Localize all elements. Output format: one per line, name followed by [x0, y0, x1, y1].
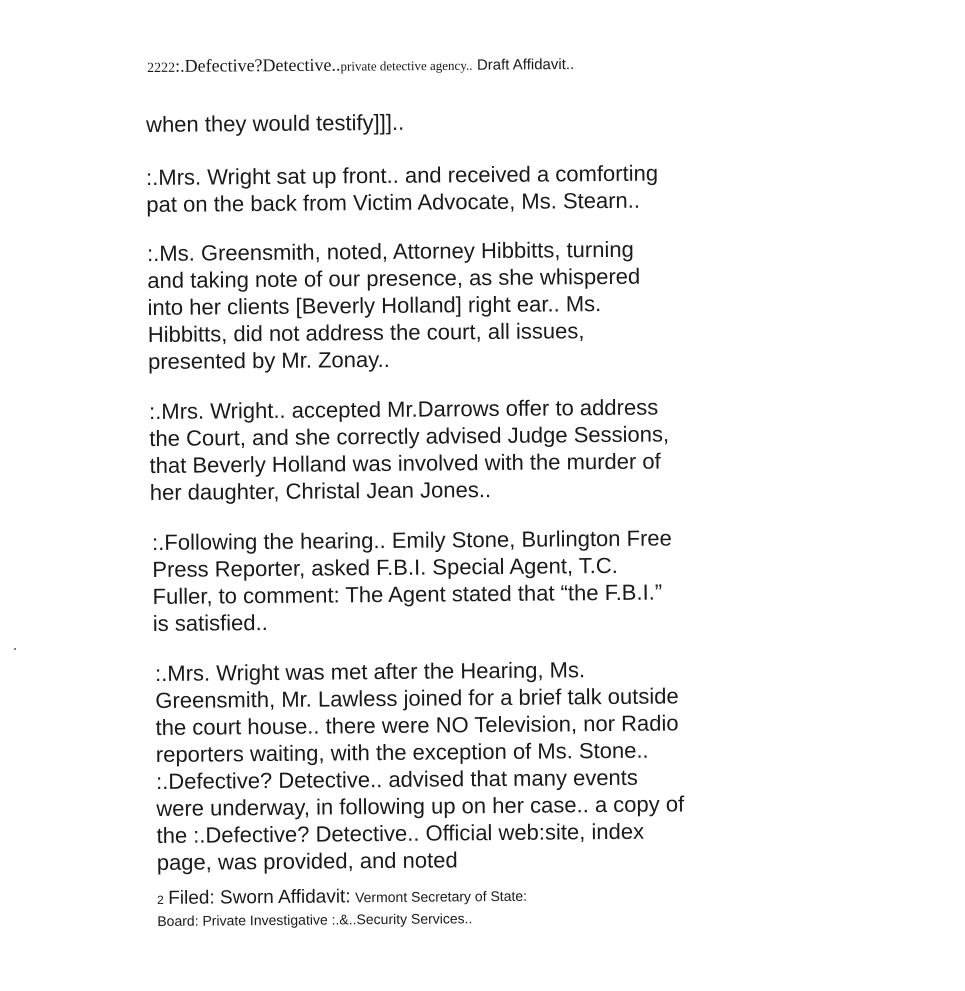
paragraph-line: :.Mrs. Wright was met after the Hearing, Ms.: [155, 657, 586, 686]
page-number: 2222: [147, 60, 176, 76]
paragraph-line: the :.Defective? Detective.. Official web:site, index: [156, 818, 645, 848]
paragraph-2: [146, 160, 658, 218]
scan-speck: [14, 648, 16, 650]
paragraph-line: presented by Mr. Zonay..: [147, 346, 390, 374]
paragraph-line: her daughter, Christal Jean Jones..: [149, 477, 492, 505]
paragraph-line: page, was provided, and noted: [156, 847, 458, 875]
paragraph-line: and taking note of our presence, as she whispered: [147, 263, 641, 293]
paragraph-line: into her clients [Beverly Holland] right ear.. Ms.: [147, 291, 602, 320]
paragraph-line: reporters waiting, with the exception of Ms. Stone..: [155, 737, 649, 767]
paragraph-line: Greensmith, Mr. Lawless joined for a brief talk outside: [155, 683, 679, 713]
paragraph-line: when they would testify]]]..: [146, 109, 405, 137]
paragraph-line: Hibbitts, did not address the court, all issues,: [147, 318, 585, 347]
paragraph-line: Press Reporter, asked F.B.I. Special Agent, T.C.: [152, 552, 618, 582]
paragraph-1: [146, 109, 404, 138]
paragraph-3: [147, 236, 641, 375]
paragraph-line: :.Ms. Greensmith, noted, Attorney Hibbitts, turning: [147, 236, 634, 266]
paragraph-line: the court house.. there were NO Television, nor Radio: [155, 710, 679, 740]
header-agency: private detective agency..: [340, 57, 473, 74]
paragraph-line: were underway, in following up on her case.. a copy of: [156, 791, 685, 821]
paragraph-5: [152, 524, 673, 637]
footnote-board: Board: Private Investigative :.&..Security Services..: [157, 910, 473, 929]
paragraph-line: that Beverly Holland was involved with the murder of: [149, 448, 661, 478]
paragraph-line: :.Following the hearing.. Emily Stone, Burlington Free: [152, 525, 672, 555]
paragraph-6: [155, 655, 685, 876]
paragraph-line: :.Mrs. Wright.. accepted Mr.Darrows offer to address: [149, 394, 659, 424]
header-title: :.Defective?Detective..: [174, 54, 341, 76]
paragraph-line: the Court, and she correctly advised Judge Sessions,: [149, 421, 670, 451]
paragraph-line: Fuller, to comment: The Agent stated that “the F.B.I.”: [152, 579, 663, 609]
page-header: [147, 53, 574, 77]
paragraph-line: pat on the back from Victim Advocate, Ms. Stearn..: [146, 187, 641, 217]
footnote: [157, 885, 527, 931]
paragraph-line: is satisfied..: [152, 609, 268, 636]
header-doc-type: Draft Affidavit..: [476, 56, 575, 74]
paragraph-line: :.Defective? Detective.. advised that many events: [155, 764, 638, 794]
paragraph-4: [149, 393, 670, 506]
footnote-mark: 2: [157, 892, 164, 907]
footnote-filed-label: Filed: Sworn Affidavit:: [168, 886, 351, 909]
paragraph-line: :.Mrs. Wright sat up front.. and received a comforting: [146, 160, 659, 190]
footnote-filed-target: Vermont Secretary of State:: [354, 887, 528, 906]
